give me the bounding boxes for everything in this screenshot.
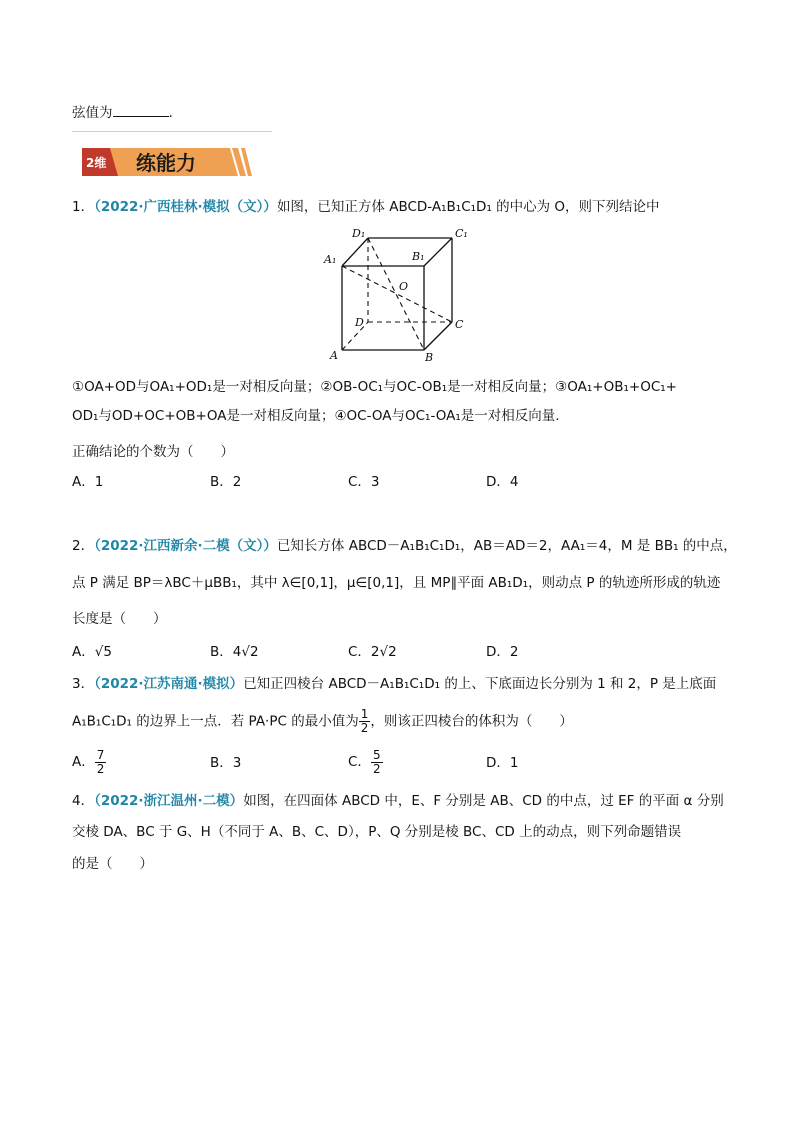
q2-line-3: 长度是（ ） [72, 611, 167, 627]
q1-number: 1． [72, 199, 95, 215]
q4-text-1: 如图，在四面体 ABCD 中，E、F 分别是 AB、CD 的中点，过 EF 的平面 α 分别 [243, 793, 724, 809]
q1-ask: 正确结论的个数为（ ） [72, 444, 234, 460]
edge-B1C1 [424, 238, 452, 266]
q3-opt-c-den: 2 [372, 761, 381, 776]
tail-period: . [168, 105, 173, 121]
q3-line-2 [72, 708, 573, 735]
q1-option-a: A．1 [72, 474, 104, 490]
q3-opt-a-den: 2 [96, 761, 105, 776]
label-O: O [399, 280, 409, 293]
q2-number: 2． [72, 538, 95, 554]
q2-option-a: A．√5 [72, 644, 112, 660]
diagonal-A1C [342, 266, 452, 322]
q3-opt-a-num: 7 [96, 747, 105, 762]
q3-option-b: B．3 [210, 755, 242, 771]
answer-blank [113, 103, 169, 117]
q3-text-2a: A₁B₁C₁D₁ 的边界上一点．若 PA·PC 的最小值为 [72, 713, 359, 730]
label-C1: C₁ [455, 227, 468, 240]
q2-option-c: C．2√2 [348, 644, 397, 660]
q2-option-b: B．4√2 [210, 644, 259, 660]
q1-stem-text: 如图，已知正方体 ABCD-A₁B₁C₁D₁ 的中心为 O，则下列结论中 [276, 199, 660, 215]
q1-statements-2: OD₁与OD+OC+OB+OA是一对相反向量；④OC-OA与OC₁-OA₁是一对相反向量. [72, 408, 560, 424]
q3-option-a-label: A． [72, 754, 95, 770]
label-A: A [330, 349, 338, 362]
label-D1: D₁ [352, 227, 366, 240]
label-B1: B₁ [412, 250, 425, 263]
q3-option-c-label: C． [348, 754, 371, 770]
q3-text-1: 已知正四棱台 ABCD－A₁B₁C₁D₁ 的上、下底面边长分别为 1 和 2，P 是上底面 [243, 676, 717, 692]
q3-option-d: D．1 [486, 755, 519, 771]
q1-option-c: C．3 [348, 474, 380, 490]
q3-option-a-fraction [95, 749, 107, 776]
q3-number: 3． [72, 676, 95, 692]
q4-line-2: 交棱 DA、BC 于 G、H（不同于 A、B、C、D），P、Q 分别是棱 BC、CD 上的动点，则下列命题错误 [72, 824, 682, 840]
q3-line-1 [72, 675, 716, 693]
divider [72, 131, 272, 132]
q3-fraction-one-half [359, 708, 371, 735]
q3-option-c [348, 748, 383, 776]
q4-line-1 [72, 792, 724, 810]
q3-frac-num: 1 [360, 707, 369, 721]
tail-text: 弦值为 [72, 105, 113, 121]
q4-number: 4． [72, 793, 95, 809]
section-header [80, 144, 252, 180]
q3-frac-den: 2 [360, 721, 369, 735]
q1-source: （2022·广西桂林·模拟（文）） [94, 199, 277, 215]
q3-text-2b: ，则该正四棱台的体积为（ ） [370, 713, 573, 730]
q3-opt-c-num: 5 [372, 747, 381, 762]
q1-option-b: B．2 [210, 474, 242, 490]
section-title: 练能力 [136, 151, 196, 175]
q2-line-1 [72, 537, 737, 555]
q2-source: （2022·江西新余·二模（文）） [94, 538, 277, 554]
q1-stem [72, 198, 660, 216]
q3-option-c-fraction [371, 749, 383, 776]
q2-option-d: D．2 [486, 644, 519, 660]
q3-option-a [72, 748, 106, 776]
q3-source: （2022·江苏南通·模拟） [94, 676, 244, 692]
section-badge-graphic [80, 144, 252, 180]
label-B: B [425, 351, 434, 362]
edge-BC [424, 322, 452, 350]
cube-figure [322, 222, 472, 362]
edge-A1D1 [342, 238, 368, 266]
q1-option-d: D．4 [486, 474, 519, 490]
previous-question-tail [72, 103, 173, 122]
q1-statements-1: ①OA+OD与OA₁+OD₁是一对相反向量；②OB-OC₁与OC-OB₁是一对相反向量；③OA₁+OB₁+OC₁+ [72, 379, 677, 395]
badge-number: 2维 [86, 156, 107, 170]
label-A1: A₁ [324, 253, 337, 266]
label-D: D [355, 316, 364, 329]
label-C: C [455, 318, 464, 331]
q2-text-1: 已知长方体 ABCD－A₁B₁C₁D₁，AB＝AD＝2，AA₁＝4，M 是 BB₁ 的中点， [276, 538, 737, 554]
q4-line-3: 的是（ ） [72, 856, 153, 872]
q4-source: （2022·浙江温州·二模） [94, 793, 244, 809]
q2-line-2: 点 P 满足 BP＝λBC＋μBB₁，其中 λ∈[0,1]，μ∈[0,1]，且 MP∥平面 AB₁D₁，则动点 P 的轨迹所形成的轨迹 [72, 575, 721, 591]
